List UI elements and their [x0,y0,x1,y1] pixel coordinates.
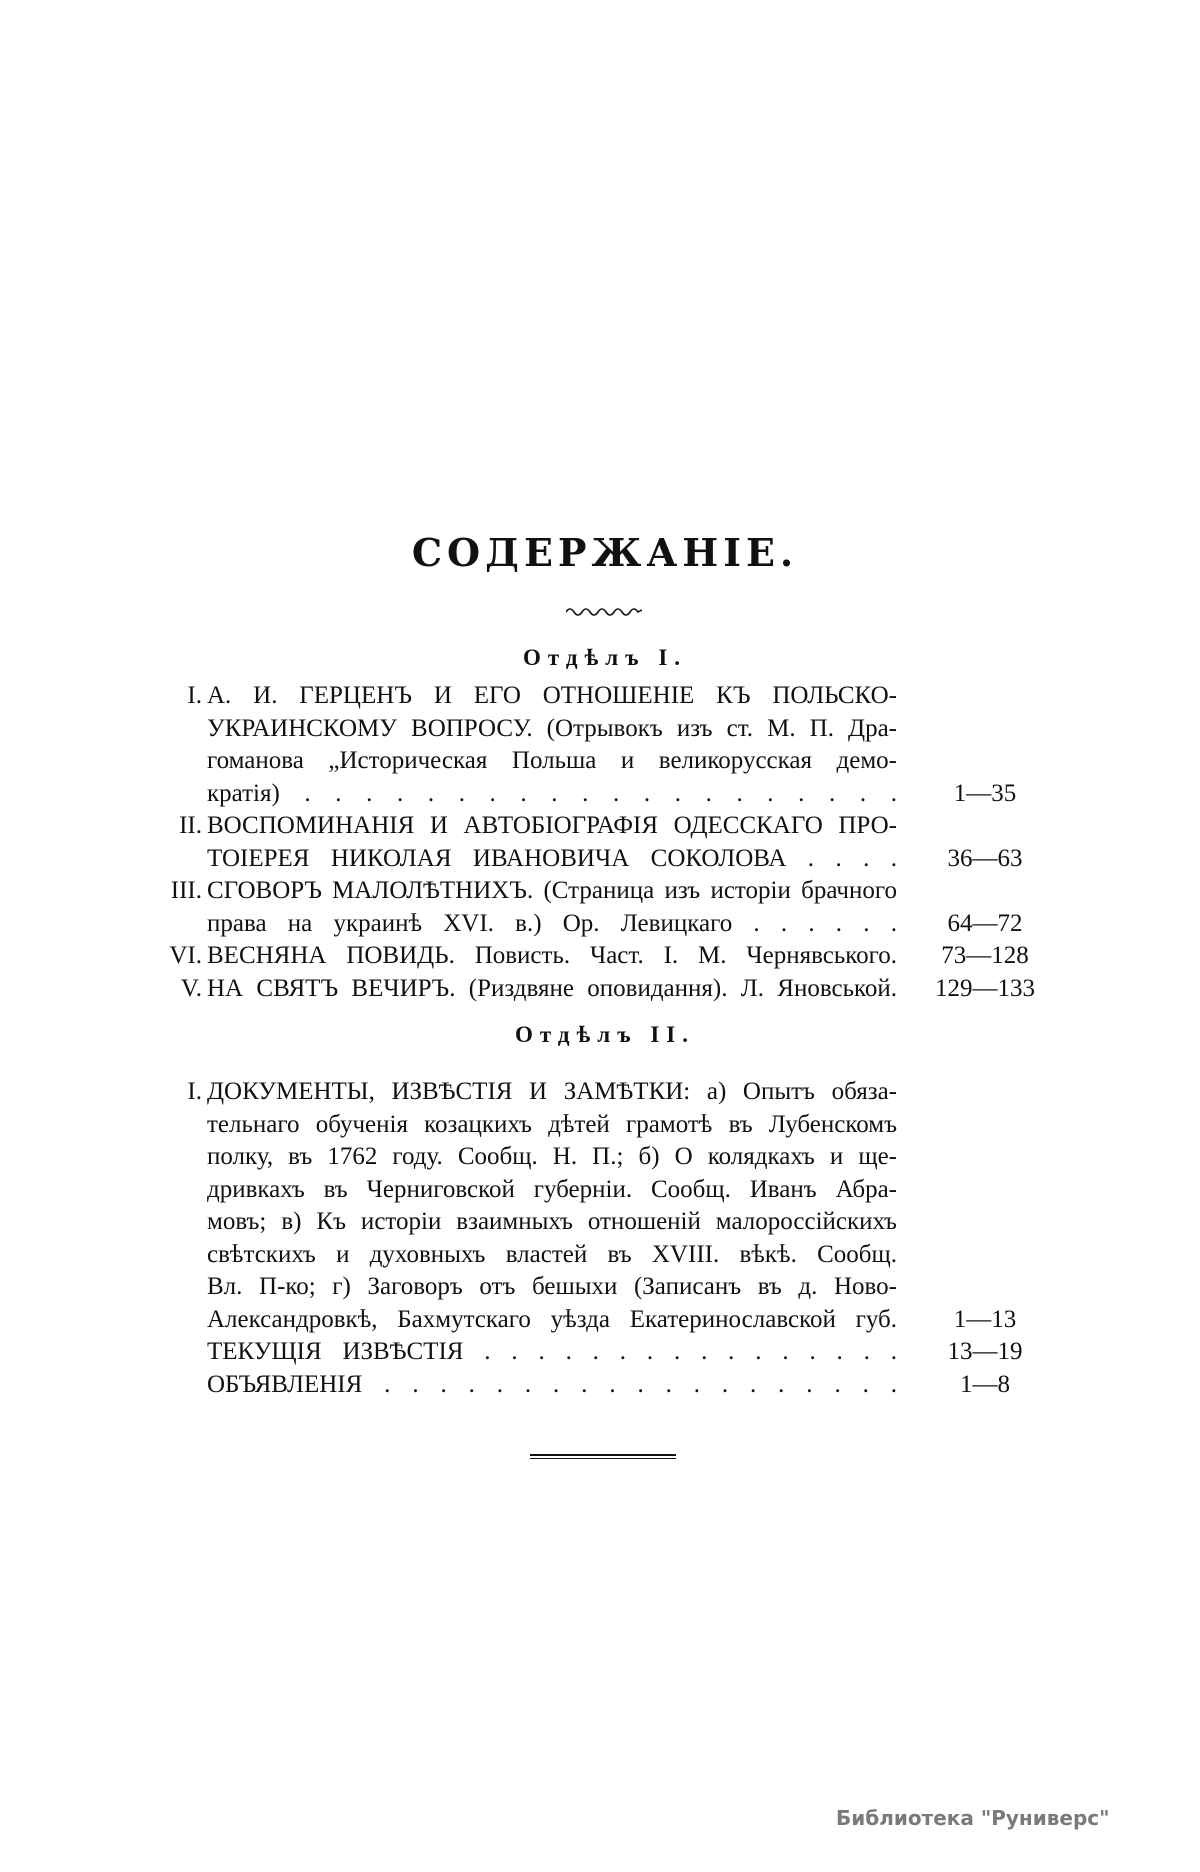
library-watermark: Библиотека "Руниверс" [836,1806,1110,1830]
page-range: 1—35 [953,779,1017,807]
toc-line [150,1174,1050,1207]
entry-text: Вл. П-ко; г) Заговоръ отъ бешыхи (Записанъ въ д. Ново- [207,1273,897,1300]
page-range: 1—13 [953,1305,1017,1333]
entry-text: УКРАИНСКОМУ ВОПРОСУ. (Отрывокъ изъ ст. М. П. Дра- [207,714,897,742]
toc-line [150,1271,1050,1304]
entry-text: свѣтскихъ и духовныхъ властей въ XVIII. вѣкѣ. Сообщ. [207,1240,897,1268]
toc-line [150,940,1050,973]
toc-line [150,973,1050,1006]
toc-line [150,1206,1050,1239]
toc-line [150,1336,1050,1369]
entry-text: СГОВОРЪ МАЛОЛѢТНИХЪ. (Страница изъ исторіи брачного [207,877,897,904]
toc-line [150,745,1050,778]
toc-line [150,1076,1050,1109]
page-range: 64—72 [947,909,1023,937]
entry-number: VI. [169,942,202,969]
section-1-entries [150,680,1050,1005]
toc-line [150,1239,1050,1272]
entry-text: ДОКУМЕНТЫ, ИЗВѢСТІЯ И ЗАМѢТКИ: а) Опытъ обяза- [207,1078,897,1105]
page-range: 129—133 [935,974,1035,1002]
entry-text: гоманова „Историческая Польша и великорусская демо- [207,747,897,774]
entry-number: I. [187,1078,202,1105]
toc-line [150,908,1050,941]
entry-text: ТОІЕРЕЯ НИКОЛАЯ ИВАНОВИЧА СОКОЛОВА . . . . [207,844,897,872]
entry-text: ВЕСНЯНА ПОВИДЬ. Повисть. Част. I. М. Чернявського. [207,942,897,969]
entry-text: кратія) . . . . . . . . . . . . . . . . . . . . [207,779,897,807]
entry-text: Александровкѣ, Бахмутскаго уѣзда Екатеринославской губ. [207,1305,897,1333]
decorative-squiggle [566,604,642,616]
entry-text: ОБЪЯВЛЕНІЯ . . . . . . . . . . . . . . . . . . . [207,1370,897,1398]
entry-number: II. [179,812,202,839]
entry-number: I. [187,682,202,709]
toc-line [150,1141,1050,1174]
section-1-heading: Отдѣлъ I. [522,645,688,670]
page-range: 36—63 [947,844,1023,872]
entry-number: III. [170,877,202,904]
entry-text: НА СВЯТЪ ВЕЧИРЪ. (Риздвяне оповидання). Л. Яновськой. [207,974,897,1002]
page-range: 13—19 [947,1338,1023,1365]
entry-text: ВОСПОМИНАНІЯ И АВТОБІОГРАФІЯ ОДЕССКАГО ПРО- [207,812,897,839]
toc-line [150,810,1050,843]
entry-number: V. [180,974,202,1002]
entry-text: мовъ; в) Къ исторіи взаимныхъ отношеній малороссійскихъ [207,1208,897,1235]
toc-line [150,875,1050,908]
toc-line [150,713,1050,746]
entry-text: А. И. ГЕРЦЕНЪ И ЕГО ОТНОШЕНІЕ КЪ ПОЛЬСКО- [207,682,897,709]
entry-text: дривкахъ въ Черниговской губерніи. Сообщ. Иванъ Абра- [207,1175,897,1203]
entry-text: полку, въ 1762 году. Сообщ. Н. П.; б) О колядкахъ и ще- [207,1143,897,1170]
entry-text: ТЕКУЩІЯ ИЗВѢСТІЯ . . . . . . . . . . . . . . . . [207,1338,897,1365]
closing-rule [530,1454,676,1461]
entry-text: права на украинѣ XVI. в.) Ор. Левицкаго . . . . . . [207,909,897,937]
page-title: СОДЕРЖАНІЕ. [411,530,799,575]
toc-line [150,843,1050,876]
toc-line [150,680,1050,713]
page-range: 1—8 [960,1370,1010,1398]
toc-line [150,1304,1050,1337]
section-2-heading: Отдѣлъ II. [514,1022,696,1047]
entry-text: тельнаго обученія козацкихъ дѣтей грамотѣ въ Лубенскомъ [207,1110,897,1138]
toc-line [150,1109,1050,1142]
page-range: 73—128 [941,942,1029,969]
toc-line [150,1369,1050,1402]
section-2-entries [150,1076,1050,1401]
toc-line [150,778,1050,811]
